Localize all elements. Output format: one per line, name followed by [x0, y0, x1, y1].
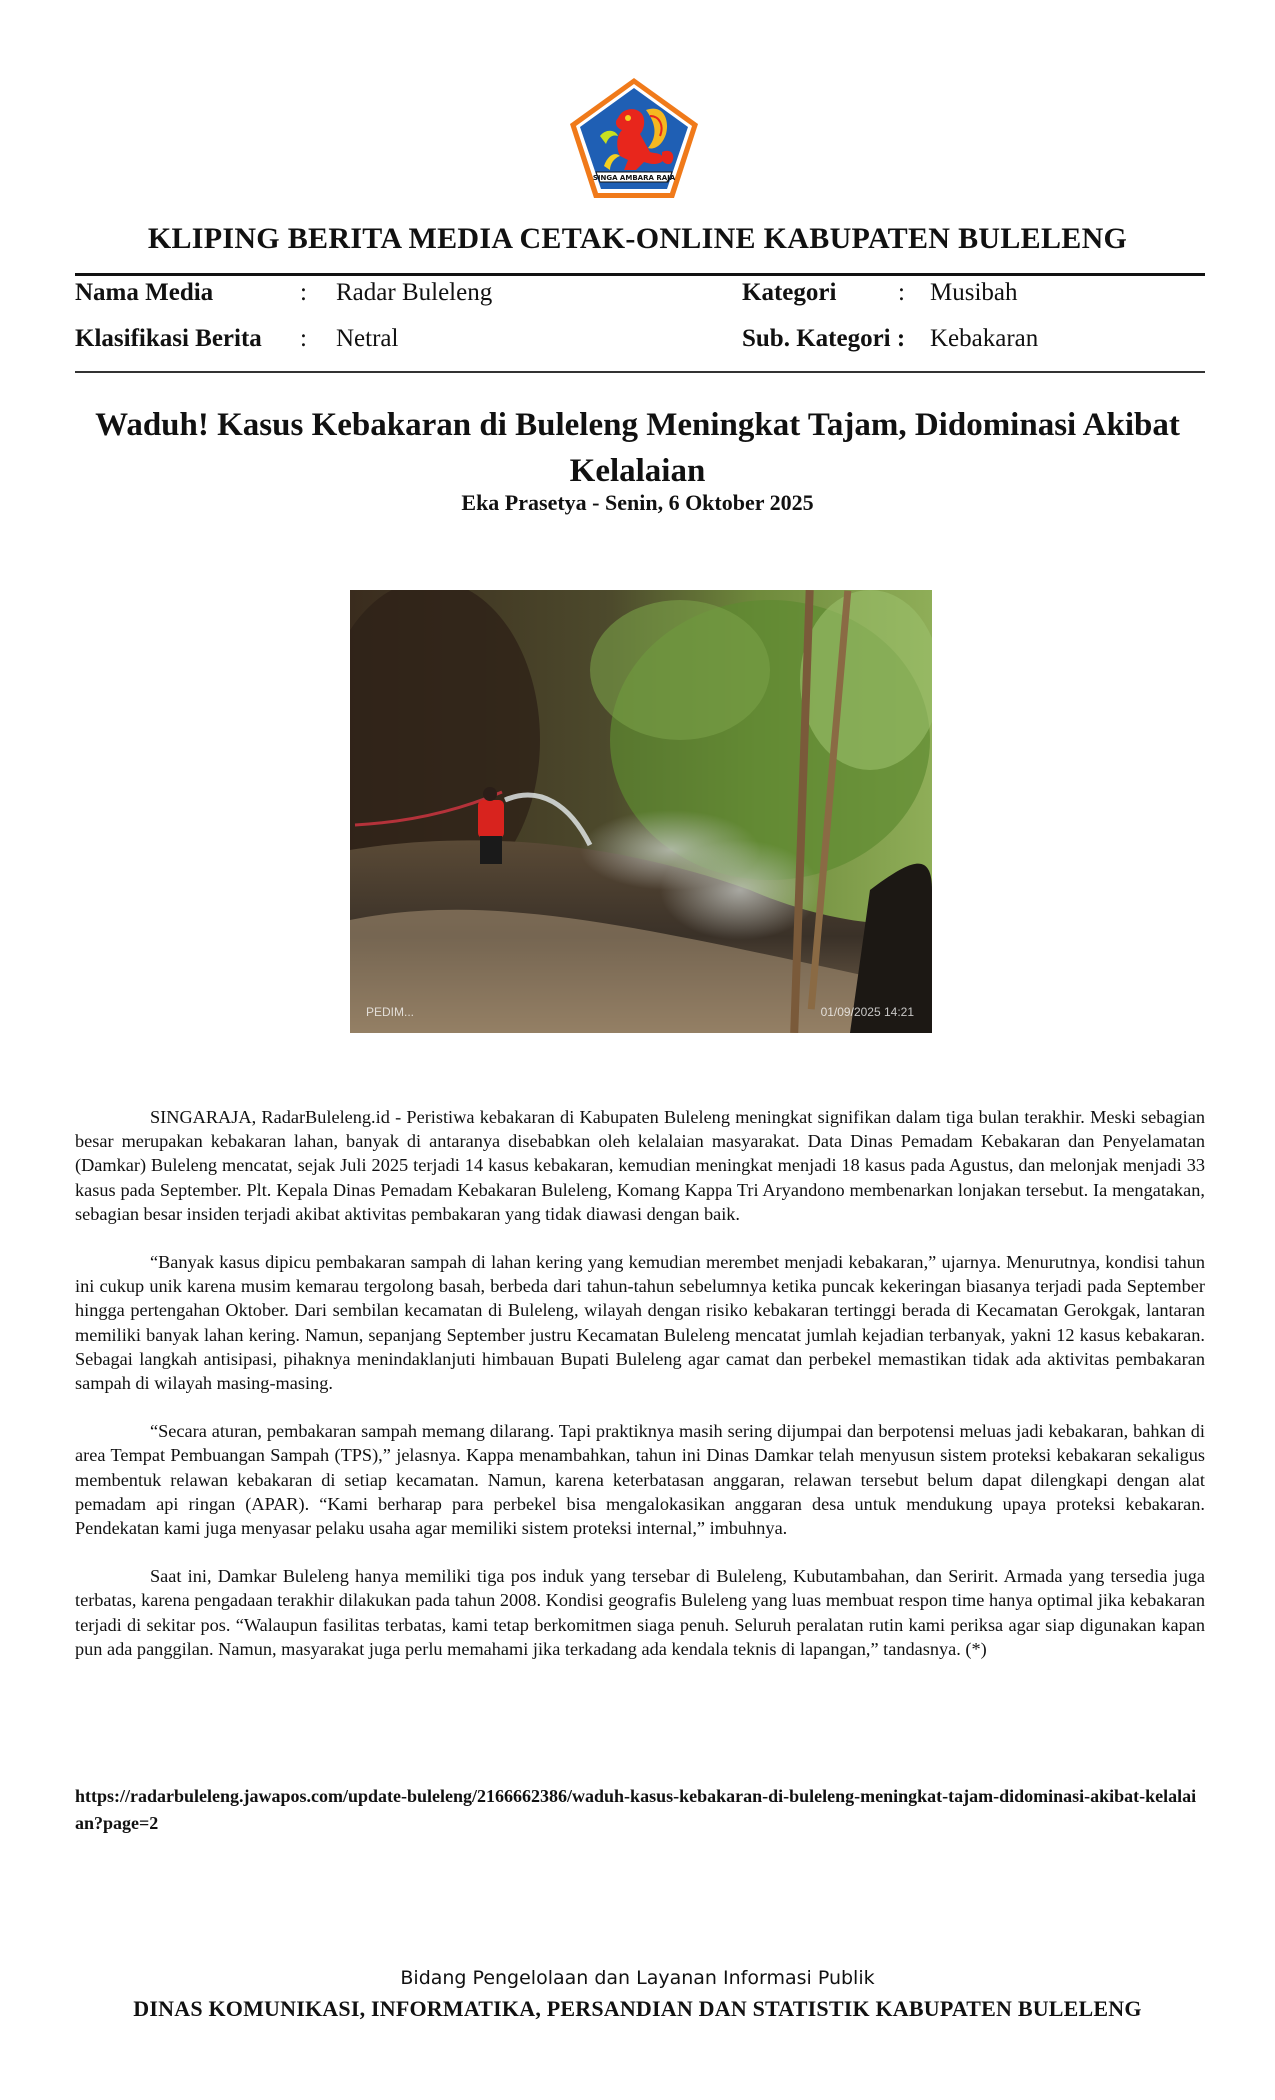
media-label: Nama Media [75, 279, 214, 306]
kategori-value: Musibah [930, 279, 1018, 306]
article-byline: Eka Prasetya - Senin, 6 Oktober 2025 [461, 490, 814, 515]
source-url-link[interactable]: https://radarbuleleng.jawapos.com/update-buleleng/2166662386/waduh-kasus-kebakaran-di-buleleng-meningkat-tajam-didominasi-akibat-kelalaian?page=2 [75, 1786, 1197, 1833]
subkategori-label: Sub. Kategori : [742, 325, 906, 352]
article-paragraph: Saat ini, Damkar Buleleng hanya memiliki tiga pos induk yang tersebar di Buleleng, Kubutambahan, dan Seririt. Armada yang tersedia juga terbatas, karena pengadaan terakhir dilakukan pada tahun 2008. Kondisi geografis Buleleng yang luas membuat respon time hanya optimal jika kebakaran terjadi di sekitar pos. “Walaupun fasilitas terbatas, kami tetap berkomitmen siaga penuh. Seluruh peralatan rutin kami periksa agar siap digunakan kapan pun ada panggilan. Namun, masyarakat juga perlu memahami jika terkadang ada kendala teknis di lapangan,” tandasnya. (*) [75, 1566, 1205, 1659]
article-paragraph: “Secara aturan, pembakaran sampah memang dilarang. Tapi praktiknya masih sering dijumpai dan berpotensi meluas jadi kebakaran, bahkan di area Tempat Pembuangan Sampah (TPS),” jelasnya. Kappa menambahkan, tahun ini Dinas Damkar telah menyusun sistem proteksi kebakaran sekaligus membentuk relawan kebakaran di setiap kecamatan. Namun, karena keterbatasan anggaran, relawan tersebut belum dapat dilengkapi dengan alat pemadam api ringan (APAR). “Kami berharap para perbekel bisa mengalokasikan anggaran desa untuk mendukung upaya proteksi kebakaran. Pendekatan kami juga menyasar pelaku usaha agar memiliki sistem proteksi internal,” imbuhnya. [75, 1421, 1205, 1539]
top-divider [75, 273, 1205, 276]
photo-timestamp: 01/09/2025 14:21 [820, 1005, 914, 1019]
meta-subkategori-row [742, 324, 905, 354]
article-photo [350, 590, 932, 1033]
footer-department: Bidang Pengelolaan dan Layanan Informasi Publik [400, 1967, 875, 1989]
firefighter-photo-illustration [350, 590, 932, 1033]
document-title: KLIPING BERITA MEDIA CETAK-ONLINE KABUPATEN BULELENG [147, 222, 1128, 255]
meta-bottom-divider [75, 371, 1205, 373]
meta-media-row [75, 278, 213, 308]
crest-motto: SINGA AMBARA RAJA [592, 174, 676, 182]
footer-agency: DINAS KOMUNIKASI, INFORMATIKA, PERSANDIAN DAN STATISTIK KABUPATEN BULELENG [133, 1996, 1142, 2021]
article-paragraph: SINGARAJA, RadarBuleleng.id - Peristiwa kebakaran di Kabupaten Buleleng meningkat signifikan dalam tiga bulan terakhir. Meski sebagian besar merupakan kebakaran lahan, banyak di antaranya disebabkan oleh kelalaian masyarakat. Data Dinas Pemadam Kebakaran dan Penyelamatan (Damkar) Buleleng mencatat, sejak Juli 2025 terjadi 14 kasus kebakaran, kemudian meningkat menjadi 18 kasus pada Agustus, dan melonjak menjadi 33 kasus pada September. Plt. Kepala Dinas Pemadam Kebakaran Buleleng, Komang Kappa Tri Aryandono membenarkan lonjakan tersebut. Ia mengatakan, sebagian besar insiden terjadi akibat aktivitas pembakaran yang tidak diawasi dengan baik. [75, 1107, 1205, 1224]
regency-crest-logo [566, 74, 702, 202]
subkategori-value: Kebakaran [930, 325, 1039, 352]
article-title: Waduh! Kasus Kebakaran di Buleleng Meningkat Tajam, Didominasi Akibat Kelalaian [95, 407, 1180, 489]
kategori-label: Kategori [742, 279, 837, 306]
article-paragraph: “Banyak kasus dipicu pembakaran sampah di lahan kering yang kemudian merembet menjadi kebakaran,” ujarnya. Menurutnya, kondisi tahun ini cukup unik karena musim kemarau tergolong basah, berbeda dari tahun-tahun sebelumnya ketika puncak kekeringan biasanya terjadi pada September hingga pertengahan Oktober. Dari sembilan kecamatan di Buleleng, wilayah dengan risiko kebakaran tertinggi berada di Kecamatan Gerokgak, lantaran memiliki banyak lahan kering. Namun, sepanjang September justru Kecamatan Buleleng mencatat jumlah kejadian terbanyak, yakni 12 kasus kebakaran. Sebagai langkah antisipasi, pihaknya menindaklanjuti himbauan Bupati Buleleng agar camat dan perbekel memastikan tidak ada aktivitas pembakaran sampah di wilayah masing-masing. [75, 1252, 1205, 1394]
meta-klasifikasi-row [75, 324, 262, 354]
buleleng-regency-crest-icon [566, 74, 702, 202]
kategori-separator: : [898, 279, 905, 306]
meta-kategori-row [742, 278, 836, 308]
media-value: Radar Buleleng [336, 279, 493, 306]
klasifikasi-label: Klasifikasi Berita [75, 325, 262, 352]
klasifikasi-separator: : [300, 325, 307, 352]
photo-stamp-left: PEDIM... [366, 1005, 415, 1019]
article-body [75, 1105, 1205, 1685]
media-separator: : [300, 279, 307, 306]
klasifikasi-value: Netral [336, 325, 399, 352]
